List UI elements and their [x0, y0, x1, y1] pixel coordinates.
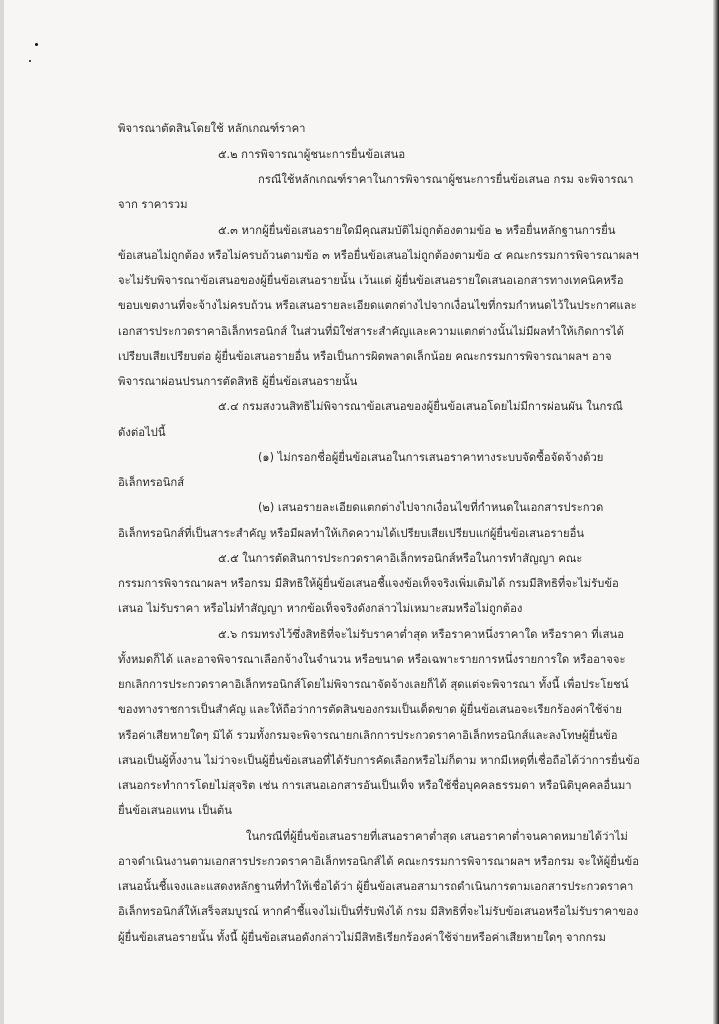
text-line: กรรมการพิจารณาผลฯ หรือกรม มีสิทธิให้ผู้ยื่นข้อเสนอชี้แจงข้อเท็จจริงเพิ่มเติมได้ กรมมีสิทธิที่จะไม่รับข้อ: [118, 577, 619, 590]
text-line: ข้อเสนอไม่ถูกต้อง หรือไม่ครบถ้วนตามข้อ ๓ หรือยื่นข้อเสนอไม่ถูกต้องตามข้อ ๔ คณะกรรมการพิจารณาผลฯ: [118, 249, 639, 262]
text-line: ยื่นข้อเสนอแทน เป็นต้น: [118, 804, 232, 817]
text-line: ดังต่อไปนี้: [118, 426, 166, 439]
text-line: พิจารณาตัดสินโดยใช้ หลักเกณฑ์ราคา: [118, 122, 306, 135]
scan-right-edge: [713, 0, 719, 1024]
list-item-2: (๒) เสนอรายละเอียดแตกต่างไปจากเงื่อนไขที่กำหนดในเอกสารประกวด: [258, 501, 604, 514]
text-line: เสนอกระทำการโดยไม่สุจริต เช่น การเสนอเอกสารอันเป็นเท็จ หรือใช้ชื่อบุคคลธรรมดา หรือนิติบุคคลอื่นมา: [118, 779, 632, 792]
text-line: เอกสารประกวดราคาอิเล็กทรอนิกส์ ในส่วนที่มิใช่สาระสำคัญและความแตกต่างนั้นไม่มีผลทำให้เกิดการได้: [118, 325, 624, 338]
text-line: กรณีใช้หลักเกณฑ์ราคาในการพิจารณาผู้ชนะการยื่นข้อเสนอ กรม จะพิจารณา: [258, 173, 634, 186]
text-line: ทั้งหมดก็ได้ และอาจพิจารณาเลือกจ้างในจำนวน หรือขนาด หรือเฉพาะรายการหนึ่งรายการใด หรืออาจจะ: [118, 653, 626, 666]
text-line: เปรียบเสียเปรียบต่อ ผู้ยื่นข้อเสนอรายอื่น หรือเป็นการผิดพลาดเล็กน้อย คณะกรรมการพิจารณาผลฯ อาจ: [118, 350, 612, 363]
scan-left-edge: [0, 0, 4, 1024]
scan-speck: [29, 60, 31, 62]
text-line: ผู้ยื่นข้อเสนอรายนั้น ทั้งนี้ ผู้ยื่นข้อเสนอดังกล่าวไม่มีสิทธิเรียกร้องค่าใช้จ่ายหรือค่าเสียหายใดๆ จากกรม: [118, 931, 606, 944]
section-5-5-paragraph: ๕.๕ ในการตัดสินการประกวดราคาอิเล็กทรอนิกส์หรือในการทำสัญญา คณะ: [218, 552, 583, 565]
section-5-3-paragraph: ๕.๓ หากผู้ยื่นข้อเสนอรายใดมีคุณสมบัติไม่ถูกต้องตามข้อ ๒ หรือยื่นหลักฐานการยื่น: [218, 224, 616, 237]
text-line: จะไม่รับพิจารณาข้อเสนอของผู้ยื่นข้อเสนอรายนั้น เว้นแต่ ผู้ยื่นข้อเสนอรายใดเสนอเอกสารทางเทคนิคหรือ: [118, 274, 624, 287]
text-line: อิเล็กทรอนิกส์ที่เป็นสาระสำคัญ หรือมีผลทำให้เกิดความได้เปรียบเสียเปรียบแก่ผู้ยื่นข้อเสนอรายอื่น: [118, 527, 585, 540]
text-line: จาก ราคารวม: [118, 198, 188, 211]
text-line: หรือค่าเสียหายใดๆ มิได้ รวมทั้งกรมจะพิจารณายกเลิกการประกวดราคาอิเล็กทรอนิกส์และลงโทษผู้ยื่นข้อ: [118, 729, 618, 742]
text-line: ยกเลิกการประกวดราคาอิเล็กทรอนิกส์โดยไม่พิจารณาจัดจ้างเลยก็ได้ สุดแต่จะพิจารณา ทั้งนี้ เพื่อประโยชน์: [118, 678, 629, 691]
text-line: เสนอนั้นชี้แจงและแสดงหลักฐานที่ทำให้เชื่อได้ว่า ผู้ยื่นข้อเสนอสามารถดำเนินการตามเอกสารประกวดราคา: [118, 880, 634, 893]
low-bid-paragraph: ในกรณีที่ผู้ยื่นข้อเสนอรายที่เสนอราคาต่ำสุด เสนอราคาต่ำจนคาดหมายได้ว่าไม่: [246, 830, 628, 843]
text-line: อาจดำเนินงานตามเอกสารประกวดราคาอิเล็กทรอนิกส์ได้ คณะกรรมการพิจารณาผลฯ หรือกรม จะให้ผู้ยื่นข้อ: [118, 855, 640, 868]
text-line: เสนอ ไม่รับราคา หรือไม่ทำสัญญา หากข้อเท็จจริงดังกล่าวไม่เหมาะสมหรือไม่ถูกต้อง: [118, 602, 523, 615]
section-5-4-paragraph: ๕.๔ กรมสงวนสิทธิไม่พิจารณาข้อเสนอของผู้ยื่นข้อเสนอโดยไม่มีการผ่อนผัน ในกรณี: [218, 400, 623, 413]
scan-speck: [35, 43, 38, 46]
text-line: เสนอเป็นผู้ทิ้งงาน ไม่ว่าจะเป็นผู้ยื่นข้อเสนอที่ได้รับการคัดเลือกหรือไม่ก็ตาม หากมีเหตุที่เชื่อถือได้ว่าการยื่นข้อ: [118, 754, 640, 767]
list-item-1: (๑) ไม่กรอกชื่อผู้ยื่นข้อเสนอในการเสนอราคาทางระบบจัดซื้อจัดจ้างด้วย: [258, 451, 604, 464]
text-line: พิจารณาผ่อนปรนการตัดสิทธิ ผู้ยื่นข้อเสนอรายนั้น: [118, 375, 358, 388]
text-line: ขอบเขตงานที่จะจ้างไม่ครบถ้วน หรือเสนอรายละเอียดแตกต่างไปจากเงื่อนไขที่กรมกำหนดไว้ในประกาศและ: [118, 299, 637, 312]
text-line: ของทางราชการเป็นสำคัญ และให้ถือว่าการตัดสินของกรมเป็นเด็ดขาด ผู้ยื่นข้อเสนอจะเรียกร้องค่าใช้จ่าย: [118, 703, 623, 716]
section-5-6-paragraph: ๕.๖ กรมทรงไว้ซึ่งสิทธิที่จะไม่รับราคาต่ำสุด หรือราคาหนึ่งราคาใด หรือราคา ที่เสนอ: [218, 628, 625, 641]
text-line: อิเล็กทรอนิกส์: [118, 476, 185, 489]
section-5-2-heading: ๕.๒ การพิจารณาผู้ชนะการยื่นข้อเสนอ: [218, 148, 406, 161]
text-line: อิเล็กทรอนิกส์ให้เสร็จสมบูรณ์ หากคำชี้แจงไม่เป็นที่รับฟังได้ กรม มีสิทธิที่จะไม่รับข้อเสนอหรือไม่รับราคาของ: [118, 905, 639, 918]
